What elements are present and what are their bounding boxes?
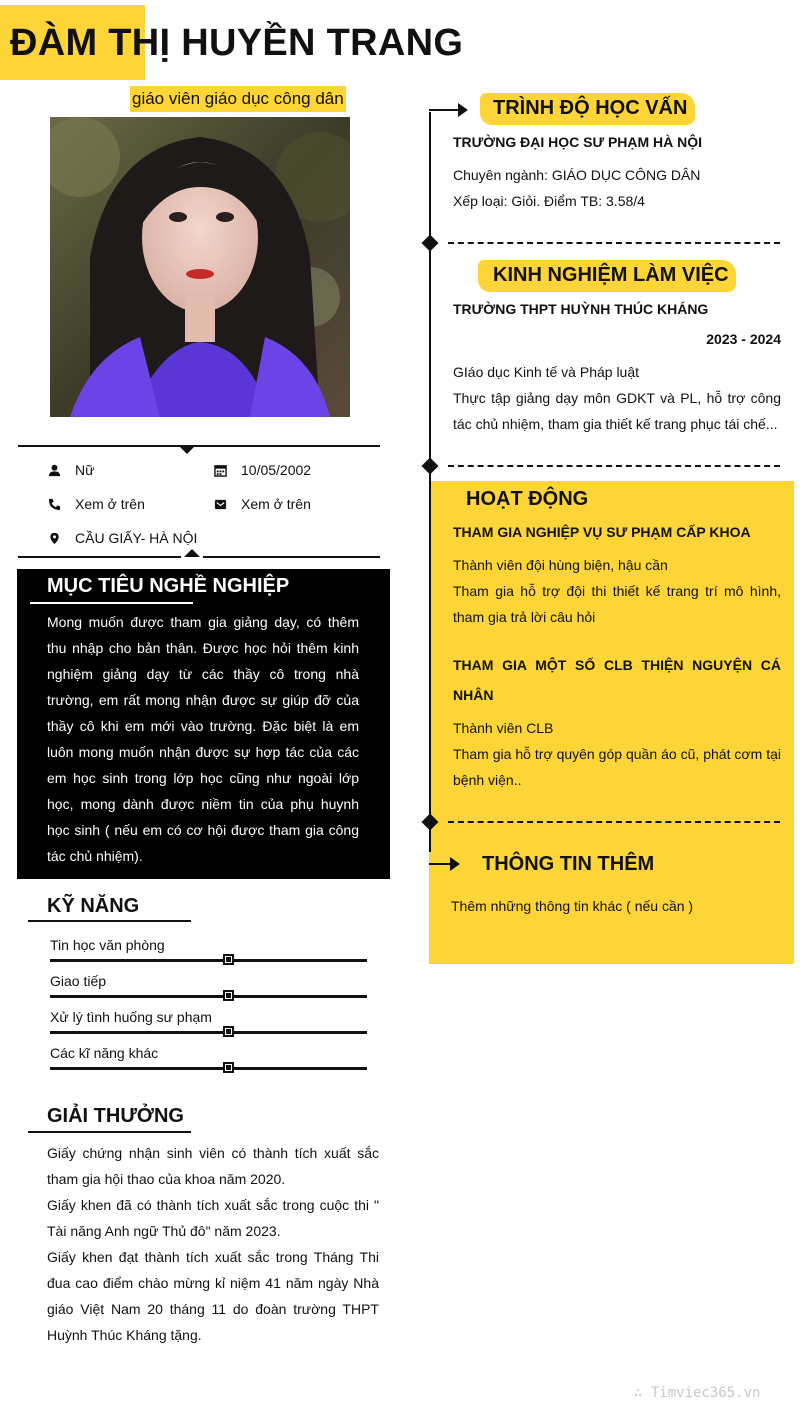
activity-name: THAM GIA NGHIỆP VỤ SƯ PHẠM CẤP KHOA bbox=[453, 524, 751, 540]
watermark: ∴ Timviec365.vn bbox=[634, 1385, 761, 1401]
arrow-right-icon bbox=[450, 857, 460, 871]
skills-title: KỸ NĂNG bbox=[47, 895, 140, 917]
skill-label: Các kĩ năng khác bbox=[50, 1045, 159, 1061]
portrait-image bbox=[50, 117, 350, 417]
education-school: TRƯỜNG ĐẠI HỌC SƯ PHẠM HÀ NỘI bbox=[453, 134, 703, 150]
calendar-icon bbox=[213, 463, 227, 477]
skill-bar bbox=[50, 995, 367, 998]
skill-level-knob bbox=[223, 990, 234, 1001]
award-item: Giấy khen đã có thành tích xuất sắc trong cuộc thi " Tài năng Anh ngữ Thủ đô" năm 2023. bbox=[47, 1197, 379, 1239]
experience-period: 2023 - 2024 bbox=[706, 331, 781, 347]
activity-description: Tham gia hỗ trợ đội thi thiết kế trang trí mô hình, tham gia trả lời câu hỏi bbox=[453, 583, 781, 625]
divider bbox=[448, 821, 780, 823]
extra-text: Thêm những thông tin khác ( nếu cần ) bbox=[451, 898, 694, 914]
skills-underline bbox=[28, 920, 191, 922]
divider bbox=[448, 465, 780, 467]
envelope-icon bbox=[213, 497, 227, 511]
contact-bottom-pointer bbox=[184, 549, 200, 557]
skill-level-knob bbox=[223, 1062, 234, 1073]
activity-name: THAM GIA MỘT SỐ CLB THIỆN NGUYỆN CÁ NHÂN bbox=[453, 657, 781, 703]
skill-label: Xử lý tình huống sư phạm bbox=[50, 1009, 212, 1025]
skill-label: Tin học văn phòng bbox=[50, 937, 165, 953]
timeline-arrow-top bbox=[429, 109, 459, 111]
phone-icon bbox=[47, 497, 61, 511]
activity-description: Tham gia hỗ trợ quyên góp quần áo cũ, phát cơm tại bệnh viện.. bbox=[453, 746, 781, 788]
timeline-arrow-bottom bbox=[429, 863, 451, 865]
skill-level-knob bbox=[223, 954, 234, 965]
gender-item bbox=[47, 461, 94, 479]
education-major: Chuyên ngành: GIÁO DỤC CÔNG DÂN bbox=[453, 167, 701, 183]
birthday-value: 10/05/2002 bbox=[241, 462, 312, 478]
contact-bottom-line-left bbox=[18, 556, 181, 558]
address-value: CẦU GIẤY- HÀ NỘI bbox=[75, 530, 198, 546]
award-item: Giấy chứng nhận sinh viên có thành tích xuất sắc tham gia hội thao của khoa năm 2020. bbox=[47, 1145, 379, 1187]
award-item: Giấy khen đạt thành tích xuất sắc trong Tháng Thi đua cao điểm chào mừng kỉ niệm 41 năm ngày Nhà giáo Việt Nam 20 tháng 11 do đoàn trường THPT Huỳnh Thúc Kháng tặng. bbox=[47, 1249, 379, 1343]
objective-text: Mong muốn được tham gia giảng dạy, có thêm thu nhập cho bản thân. Được học hỏi thêm kinh nghiệm giảng dạy từ các thầy cô trong nhà trường, em rất mong nhận được sự giúp đỡ của thầy cô khi em mới vào trường. Đặc biệt là em luôn mong muốn nhận được sự hợp tác của các em học sinh trong lớp học cũng như ngoài lớp học, mong dành được niềm tin của phụ huynh học sinh ( nếu em có cơ hội được tham gia công tác chủ nhiệm). bbox=[47, 614, 359, 864]
skill-bar bbox=[50, 1031, 367, 1034]
phone-value: Xem ở trên bbox=[75, 496, 145, 512]
skill-level-knob bbox=[223, 1026, 234, 1037]
experience-description: Thực tập giảng dạy môn GDKT và PL, hỗ trợ công tác chủ nhiệm, tham gia thiết kế trang phục tái chế... bbox=[453, 390, 781, 432]
objective-title: MỤC TIÊU NGHỀ NGHIỆP bbox=[47, 575, 290, 597]
phone-item bbox=[47, 495, 145, 513]
career-objective-section bbox=[17, 569, 390, 879]
experience-company: TRƯỜNG THPT HUỲNH THÚC KHÁNG bbox=[453, 301, 709, 317]
activities-title: HOẠT ĐỘNG bbox=[466, 488, 589, 510]
timeline-line bbox=[429, 112, 431, 852]
awards-underline bbox=[28, 1131, 191, 1133]
job-title: giáo viên giáo dục công dân bbox=[130, 86, 346, 112]
skill-label: Giao tiếp bbox=[50, 973, 107, 989]
skill-bar bbox=[50, 959, 367, 962]
contact-top-pointer bbox=[179, 446, 195, 454]
experience-title: KINH NGHIỆM LÀM VIỆC bbox=[493, 264, 729, 286]
user-icon bbox=[47, 463, 61, 477]
contact-bottom-line-right bbox=[203, 556, 380, 558]
skill-bar bbox=[50, 1067, 367, 1070]
objective-underline bbox=[30, 602, 193, 604]
profile-photo bbox=[50, 117, 350, 417]
birthday-item bbox=[213, 461, 311, 479]
map-marker-icon bbox=[47, 531, 61, 545]
timeline-diamond bbox=[422, 235, 439, 252]
activity-role: Thành viên đội hùng biện, hậu cần bbox=[453, 557, 668, 573]
gender-value: Nữ bbox=[75, 462, 95, 478]
divider bbox=[448, 242, 780, 244]
experience-role: GIáo dục Kinh tế và Pháp luật bbox=[453, 364, 640, 380]
activity-role: Thành viên CLB bbox=[453, 720, 554, 736]
awards-title: GIẢI THƯỞNG bbox=[47, 1105, 184, 1127]
email-item bbox=[213, 495, 311, 513]
address-item bbox=[47, 529, 197, 547]
contact-top-line bbox=[18, 445, 380, 447]
email-value: Xem ở trên bbox=[241, 496, 311, 512]
extra-title: THÔNG TIN THÊM bbox=[482, 853, 655, 875]
education-grade: Xếp loại: Giỏi. Điểm TB: 3.58/4 bbox=[453, 193, 645, 209]
timeline-diamond bbox=[422, 458, 439, 475]
awards-list bbox=[47, 1140, 379, 1348]
arrow-right-icon bbox=[458, 103, 468, 117]
education-title: TRÌNH ĐỘ HỌC VẤN bbox=[493, 97, 688, 119]
candidate-name: ĐÀM THỊ HUYỀN TRANG bbox=[10, 22, 464, 64]
